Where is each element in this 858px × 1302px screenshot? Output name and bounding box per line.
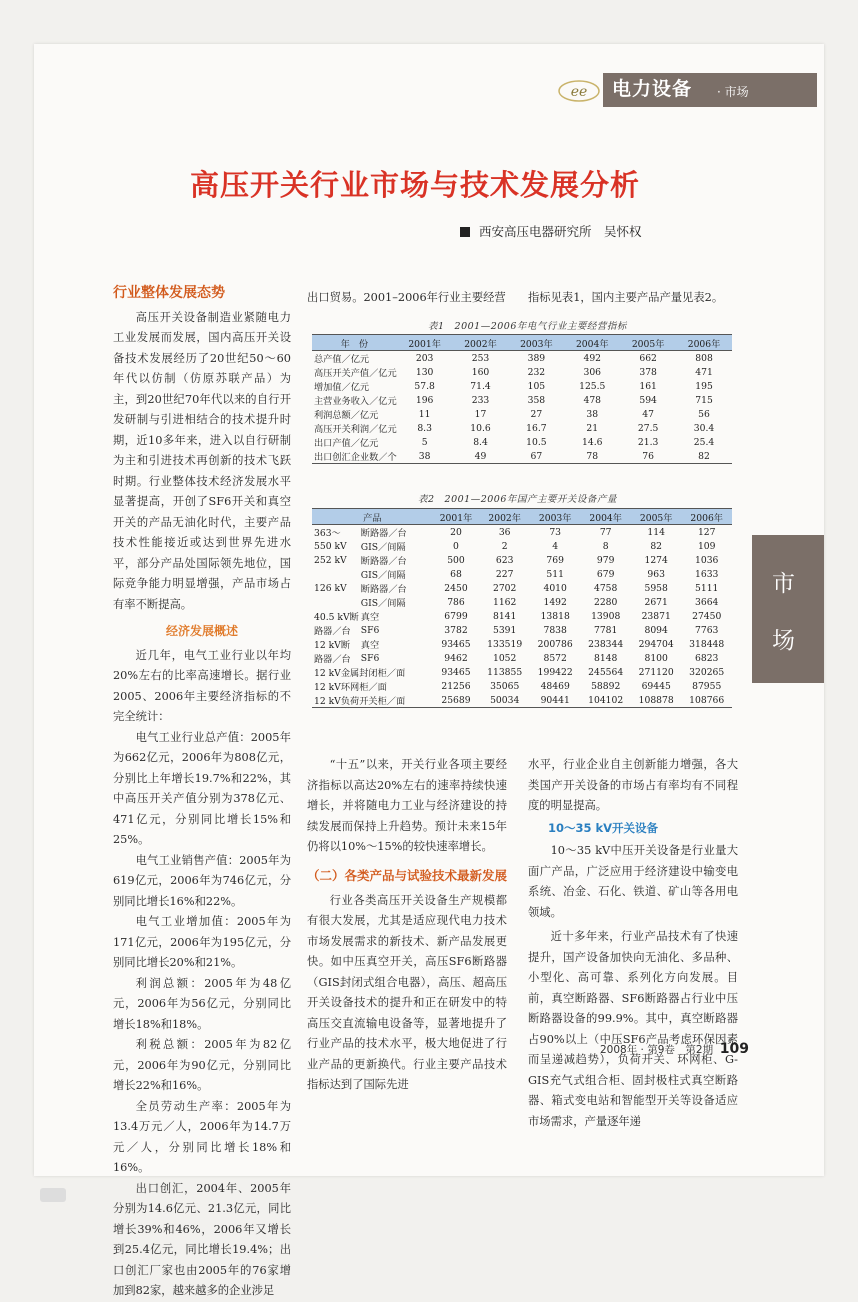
side-tab-char: 市 bbox=[772, 571, 795, 597]
table-cell: 8572 bbox=[543, 652, 567, 664]
table-cell: 161 bbox=[639, 380, 657, 392]
table-cell: 出口创汇企业数／个 bbox=[312, 449, 397, 464]
table-cell: 20 bbox=[450, 526, 462, 538]
paragraph: 指标见表1，国内主要产品产量见表2。 bbox=[528, 291, 724, 304]
table-cell: 断路器／台 bbox=[360, 584, 407, 595]
table-cell: 253 bbox=[471, 352, 490, 364]
issue-info: 2008年 · 第9卷 第2期 bbox=[600, 1044, 714, 1056]
table-cell: 2280 bbox=[593, 596, 618, 608]
table-row bbox=[312, 351, 732, 366]
table-cell: 127 bbox=[697, 526, 716, 538]
table-header-cell: 2006年 bbox=[676, 335, 732, 351]
table-header-cell: 2004年 bbox=[580, 509, 631, 525]
table-cell: 11 bbox=[418, 408, 431, 420]
table-header-cell: 2005年 bbox=[620, 335, 676, 351]
table-cell bbox=[312, 595, 359, 609]
table-cell: 769 bbox=[546, 554, 564, 566]
table-cell: GIS／间隔 bbox=[360, 570, 406, 581]
table-row bbox=[312, 553, 732, 567]
paragraph: 电气工业增加值：2005年为171亿元，2006年为195亿元，分别同比增长20%和21%。 bbox=[113, 915, 291, 969]
table-cell: 126 kV bbox=[314, 582, 347, 594]
table-row bbox=[312, 679, 732, 693]
table-cell: 232 bbox=[527, 366, 546, 378]
table-header-cell: 2001年 bbox=[433, 509, 480, 525]
table-cell: 245564 bbox=[588, 666, 624, 678]
column-1 bbox=[113, 283, 291, 1302]
table-cell: 69445 bbox=[641, 680, 671, 692]
paragraph: 出口创汇，2004年、2005年分别为14.6亿元、21.3亿元，同比增长39%和46%，2006年又增长到25.4亿元，同比增长19.4%；出口创汇厂家也由2005年的76家增加到82家，越来越多的企业涉足 bbox=[113, 1181, 291, 1297]
table-cell: 1036 bbox=[695, 554, 719, 566]
table-row bbox=[312, 595, 732, 609]
table-cell: 76 bbox=[620, 449, 676, 464]
table-header-cell: 2006年 bbox=[681, 509, 732, 525]
table-cell: 105 bbox=[527, 380, 546, 392]
table-cell: 6823 bbox=[695, 652, 719, 664]
table-cell: 2702 bbox=[492, 582, 517, 594]
table-cell: 12 kV金属封闭柜／面 bbox=[314, 668, 406, 679]
table-cell: 36 bbox=[498, 526, 511, 538]
table-row bbox=[312, 379, 732, 393]
table-cell: 38 bbox=[586, 408, 599, 420]
table-cell: 125.5 bbox=[579, 380, 606, 392]
table-cell: 6799 bbox=[444, 610, 468, 622]
table-cell: 199422 bbox=[537, 666, 573, 678]
table-cell: 14.6 bbox=[582, 436, 603, 448]
table-cell: 77 bbox=[599, 526, 612, 538]
table-2 bbox=[312, 508, 732, 708]
table-cell: 200786 bbox=[537, 638, 573, 650]
table-cell: 25.4 bbox=[693, 436, 715, 448]
paragraph: 全员劳动生产率：2005年为13.4万元／人，2006年为14.7万元／人，分别同比增长18%和16%。 bbox=[113, 1099, 291, 1174]
table-cell: 71.4 bbox=[470, 380, 491, 392]
table-row bbox=[312, 623, 732, 637]
table-cell: 378 bbox=[639, 366, 657, 378]
section-header-title: 电力设备 bbox=[612, 78, 693, 100]
table-cell: 23871 bbox=[641, 610, 671, 622]
byline bbox=[460, 222, 642, 240]
table-cell: SF6 bbox=[360, 652, 380, 664]
paragraph: 高压开关设备制造业紧随电力工业发展而发展，国内高压开关设备技术发展经历了20世纪50～60年代以仿制（仿原苏联产品）为主，到20世纪70年代以来的自行开发研制与引进相结合的技术提升时期，近10多年来，进入以自行研制为主和引进技术再创新的技术飞跃时期。行业整体技术经济发展水平显著提高，开创了SF6开关和真空开关的产品无油化时代，主要产品技术性能接近或达到世界先进水平，部分产品处国际领先地位，国际竞争能力明显增强，产品市场占有率不断提高。 bbox=[113, 310, 291, 611]
table-cell: 679 bbox=[596, 568, 615, 580]
paragraph: 行业各类高压开关设备生产规模都有很大发展，尤其是适应现代电力技术市场发展需求的新技术、新产品发展更快。如中压真空开关，高压SF6断路器（GIS封闭式组合电器），高压、超高压开关设备技术的提升和正在研发中的特高压交直流输电设备等，显著地提升了行业产品的技术水平，极大地促进了行业产品的更新换代。行业主要产品技术指标达到了国际先进 bbox=[307, 893, 507, 1091]
table-cell: 7838 bbox=[543, 624, 567, 636]
byline-text: 西安高压电器研究所 吴怀权 bbox=[479, 224, 642, 239]
table-cell: 48469 bbox=[540, 680, 570, 692]
table-cell: 389 bbox=[527, 352, 546, 364]
table2-caption: 表2 2001—2006年国产主要开关设备产量 bbox=[418, 494, 617, 505]
table-row bbox=[312, 449, 732, 464]
table-cell: 12 kV断 bbox=[314, 640, 351, 651]
table-cell: 57.8 bbox=[414, 380, 435, 392]
table-cell: 808 bbox=[695, 352, 713, 364]
table-cell: 13908 bbox=[591, 610, 621, 622]
table-cell: 35065 bbox=[490, 680, 520, 692]
table-cell: 511 bbox=[546, 568, 564, 580]
table-cell: 8 bbox=[602, 540, 609, 552]
table-cell: 318448 bbox=[689, 638, 725, 650]
table-cell: 492 bbox=[583, 352, 602, 364]
page-number: 109 bbox=[719, 1041, 750, 1057]
table-cell: 利润总额／亿元 bbox=[314, 410, 379, 421]
section-heading: 行业整体发展态势 bbox=[113, 285, 225, 301]
table-row bbox=[312, 637, 732, 651]
table-cell: 5958 bbox=[644, 582, 668, 594]
table-row bbox=[312, 365, 732, 379]
table-cell: 320265 bbox=[689, 666, 725, 678]
table-cell: 4010 bbox=[543, 582, 567, 594]
table-row bbox=[312, 421, 732, 435]
table-row bbox=[312, 651, 732, 665]
table-header-cell: 2003年 bbox=[508, 335, 564, 351]
table-cell: 108878 bbox=[631, 693, 682, 708]
table-cell: 471 bbox=[695, 366, 713, 378]
table-cell: 1274 bbox=[644, 554, 668, 566]
table-cell: 高压开关利润／亿元 bbox=[314, 424, 397, 435]
table-cell: 87955 bbox=[692, 680, 722, 692]
section-header-subtitle: · 市场 bbox=[717, 85, 749, 99]
table-cell: 93465 bbox=[441, 666, 471, 678]
table-cell: 9462 bbox=[444, 652, 468, 664]
table-cell: 500 bbox=[447, 554, 465, 566]
column-3 bbox=[528, 755, 738, 1132]
table-cell: 1162 bbox=[492, 596, 517, 608]
table-cell: 252 kV bbox=[314, 554, 347, 566]
table-cell: 478 bbox=[583, 394, 602, 406]
table-cell: 594 bbox=[639, 394, 657, 406]
table-cell: 963 bbox=[647, 568, 665, 580]
table-cell: 196 bbox=[415, 394, 434, 406]
table-cell: 238344 bbox=[588, 638, 624, 650]
table-cell: 真空 bbox=[360, 612, 380, 623]
table-cell: 2 bbox=[501, 540, 508, 552]
table-cell: 路器／台 bbox=[314, 654, 351, 665]
paragraph: 利润总额：2005年为48亿元，2006年为56亿元，分别同比增长18%和18%。 bbox=[113, 976, 291, 1031]
paragraph: 利税总额：2005年为82亿元，2006年为90亿元，分别同比增长22%和16%。 bbox=[113, 1038, 291, 1092]
table-cell: 78 bbox=[564, 449, 620, 464]
table-cell: 13818 bbox=[540, 610, 570, 622]
table-cell: 786 bbox=[447, 596, 465, 608]
paragraph: 电气工业销售产值：2005年为619亿元，2006年为746亿元，分别同比增长16%和22%。 bbox=[113, 853, 291, 908]
table-cell: 108766 bbox=[681, 693, 732, 708]
table-cell: 90441 bbox=[530, 693, 581, 708]
table-cell: 5391 bbox=[492, 624, 517, 636]
table-cell: 56 bbox=[698, 408, 710, 420]
table1-caption: 表1 2001—2006年电气行业主要经营指标 bbox=[428, 321, 627, 332]
subheading: （二）各类产品与试验技术最新发展 bbox=[307, 867, 508, 883]
table-header-cell: 2005年 bbox=[631, 509, 682, 525]
table-cell: 68 bbox=[450, 568, 462, 580]
corner-icon bbox=[40, 1188, 66, 1202]
table-cell: 363～ bbox=[314, 528, 341, 539]
table-cell: 8100 bbox=[644, 652, 668, 664]
paragraph: 水平，行业企业自主创新能力增强，各大类国产开关设备的市场占有率均有不同程度的明显提高。 bbox=[528, 758, 738, 812]
table-header-cell: 2001年 bbox=[397, 335, 453, 351]
paragraph: “十五”以来，开关行业各项主要经济指标以高达20%左右的速率持续快速增长，并将随电力工业与经济建设的持续发展而保持上升趋势。预计未来15年仍将以10%～15%的较快速率增长。 bbox=[307, 758, 507, 853]
table-header-cell: 年 份 bbox=[312, 335, 397, 351]
table-row bbox=[312, 665, 732, 679]
table-cell: 2450 bbox=[444, 582, 468, 594]
table-cell: 82 bbox=[676, 449, 732, 464]
table-cell: 38 bbox=[397, 449, 453, 464]
table-cell: 断路器／台 bbox=[360, 556, 407, 567]
table-cell: 8.3 bbox=[417, 422, 432, 434]
table-header-cell: 2002年 bbox=[453, 335, 509, 351]
table-cell: 271120 bbox=[638, 666, 674, 678]
table-cell: 114 bbox=[647, 526, 665, 538]
table-cell: 21 bbox=[586, 422, 599, 434]
table-cell: 3782 bbox=[444, 624, 468, 636]
table-header-cell: 2002年 bbox=[479, 509, 530, 525]
footer bbox=[600, 1041, 749, 1057]
table-cell: 1633 bbox=[695, 568, 719, 580]
table-cell: 高压开关产值／亿元 bbox=[314, 368, 397, 379]
table-cell: 294704 bbox=[638, 638, 674, 650]
table-cell: 12 kV环网柜／面 bbox=[314, 682, 387, 693]
table-row bbox=[312, 407, 732, 421]
table-cell: 104102 bbox=[580, 693, 631, 708]
table-cell: 27450 bbox=[692, 610, 722, 622]
table-cell: 550 kV bbox=[314, 540, 347, 552]
table-cell: 25689 bbox=[433, 693, 480, 708]
table-cell: GIS／间隔 bbox=[360, 598, 406, 609]
table-cell: 27.5 bbox=[637, 422, 659, 434]
column-2 bbox=[307, 755, 507, 1096]
table-cell: 130 bbox=[415, 366, 434, 378]
paragraph: 出口贸易。2001–2006年行业主要经营 bbox=[307, 291, 506, 304]
table-cell: 623 bbox=[495, 554, 514, 566]
magazine-logo bbox=[558, 80, 600, 102]
logo-text: ee bbox=[570, 84, 588, 100]
table-cell: 67 bbox=[508, 449, 564, 464]
table-row bbox=[312, 393, 732, 407]
table-cell: 总产值／亿元 bbox=[314, 354, 370, 365]
table-cell: 109 bbox=[697, 540, 716, 552]
table-row bbox=[312, 567, 732, 581]
column-3-top bbox=[528, 288, 738, 309]
table-cell: 227 bbox=[495, 568, 514, 580]
table-row bbox=[312, 693, 732, 708]
table-cell: 17 bbox=[474, 408, 487, 420]
table-cell: 5 bbox=[421, 436, 428, 448]
table-cell: 7781 bbox=[593, 624, 618, 636]
subheading: 10～35 kV开关设备 bbox=[548, 820, 659, 835]
table-cell: 8148 bbox=[593, 652, 618, 664]
table-header-cell: 产品 bbox=[312, 509, 433, 525]
table-cell: 4758 bbox=[593, 582, 618, 594]
table-cell: 增加值／亿元 bbox=[314, 382, 370, 393]
table-cell: 4 bbox=[552, 540, 559, 552]
table-cell: 12 kV负荷开关柜／面 bbox=[312, 693, 433, 708]
table-cell bbox=[312, 567, 359, 581]
table-cell: 306 bbox=[583, 366, 602, 378]
table-cell: 真空 bbox=[360, 640, 380, 651]
table-cell: 58892 bbox=[591, 680, 621, 692]
table-header-cell: 2004年 bbox=[564, 335, 620, 351]
table-cell: GIS／间隔 bbox=[360, 542, 406, 553]
table-header-cell: 2003年 bbox=[530, 509, 581, 525]
table-cell: 2671 bbox=[644, 596, 668, 608]
column-2-top bbox=[307, 288, 522, 309]
table-cell: 50034 bbox=[479, 693, 530, 708]
table-cell: 40.5 kV断 bbox=[314, 612, 359, 623]
table-cell: 73 bbox=[549, 526, 562, 538]
table-row bbox=[312, 609, 732, 623]
table-cell: 0 bbox=[453, 540, 459, 552]
table-cell: 16.7 bbox=[526, 422, 547, 434]
paragraph: 近十多年来，行业产品技术有了快速提升，国产设备加快向无油化、多品种、小型化、高可靠、系列化方向发展。目前，真空断路器、SF6断路器占行业中压断路器设备的99.9%。其中，真空断路器占90%以上（中压SF6产品考虑环保因素而呈递减趋势），负荷开关、环网柜、G-GIS充气式组合柜、固封极柱式真空断路器、箱式变电站和智能型开关等设备适应市场需求，产量逐年递 bbox=[528, 930, 738, 1128]
square-bullet-icon bbox=[460, 227, 470, 237]
table-cell: SF6 bbox=[360, 624, 380, 636]
table-cell: 5111 bbox=[695, 582, 719, 594]
table-cell: 49 bbox=[453, 449, 509, 464]
table-cell: 1052 bbox=[492, 652, 517, 664]
table-1 bbox=[312, 334, 732, 464]
table-cell: 8.4 bbox=[473, 436, 488, 448]
article-title: 高压开关行业市场与技术发展分析 bbox=[189, 168, 640, 202]
table-cell: 3664 bbox=[695, 596, 719, 608]
table-cell: 113855 bbox=[487, 666, 523, 678]
table-cell: 路器／台 bbox=[314, 626, 351, 637]
table-cell: 8141 bbox=[492, 610, 517, 622]
table-cell: 21.3 bbox=[637, 436, 659, 448]
table-row bbox=[312, 539, 732, 553]
table-cell: 195 bbox=[695, 380, 713, 392]
table-cell: 160 bbox=[471, 366, 490, 378]
paragraph: 近几年，电气工业行业以年均20%左右的比率高速增长。据行业2005、2006年主要经济指标的不完全统计： bbox=[113, 648, 291, 723]
table-cell: 30.4 bbox=[693, 422, 715, 434]
table-cell: 出口产值／亿元 bbox=[314, 438, 379, 449]
table-cell: 133519 bbox=[487, 638, 523, 650]
table-cell: 233 bbox=[471, 394, 490, 406]
table-cell: 82 bbox=[650, 540, 663, 552]
table-row bbox=[312, 581, 732, 595]
table-cell: 662 bbox=[639, 352, 657, 364]
subheading: 经济发展概述 bbox=[165, 624, 238, 638]
table-row bbox=[312, 525, 732, 540]
side-tab-char: 场 bbox=[772, 628, 795, 654]
table-cell: 358 bbox=[527, 394, 546, 406]
table-cell: 203 bbox=[415, 352, 434, 364]
table-cell: 21256 bbox=[441, 680, 471, 692]
table-cell: 8094 bbox=[644, 624, 668, 636]
table-cell: 47 bbox=[642, 408, 654, 420]
table-cell: 断路器／台 bbox=[360, 528, 407, 539]
table-cell: 10.5 bbox=[526, 436, 547, 448]
table-cell: 27 bbox=[530, 408, 543, 420]
table-cell: 10.6 bbox=[470, 422, 491, 434]
paragraph: 电气工业行业总产值：2005年为662亿元，2006年为808亿元，分别比上年增长19.7%和22%，其中高压开关产值分别为378亿元、471亿元，分别同比增长15%和25%。 bbox=[113, 730, 291, 846]
table-cell: 1492 bbox=[543, 596, 567, 608]
table-cell: 715 bbox=[695, 394, 713, 406]
table-row bbox=[312, 435, 732, 449]
section-side-tab bbox=[752, 535, 824, 683]
table-cell: 93465 bbox=[441, 638, 471, 650]
table-cell: 主营业务收入／亿元 bbox=[314, 396, 397, 407]
table-cell: 7763 bbox=[695, 624, 719, 636]
paragraph: 10～35 kV中压开关设备是行业量大面广产品，广泛应用于经济建设中输变电系统、冶金、石化、铁道、矿山等各用电领域。 bbox=[528, 844, 738, 919]
table-cell: 979 bbox=[596, 554, 615, 566]
